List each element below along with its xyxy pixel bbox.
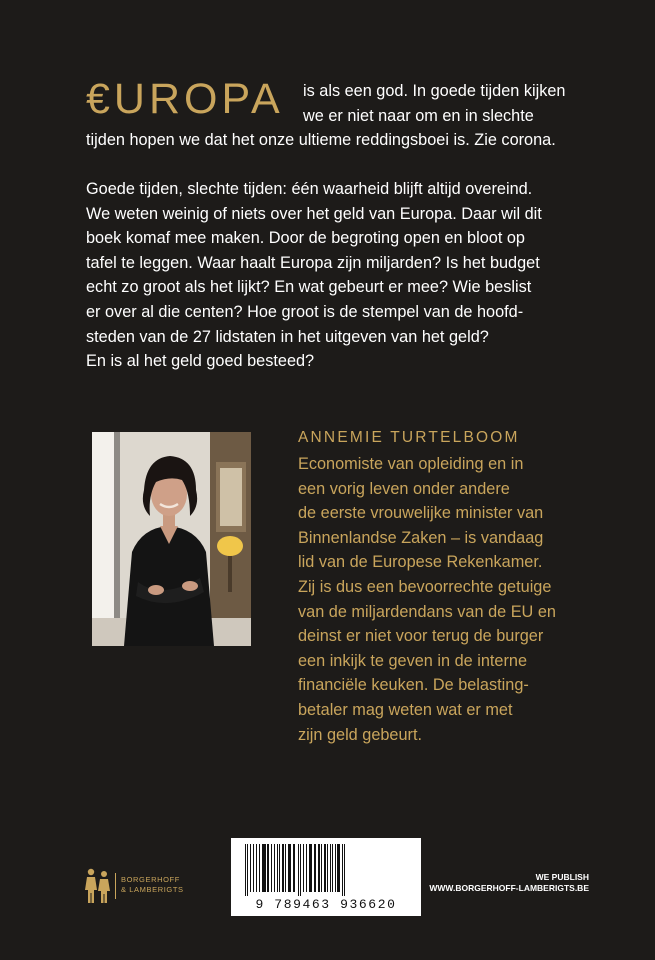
barcode-bar bbox=[327, 844, 328, 892]
barcode-bar bbox=[300, 844, 301, 896]
bio-line: betaler mag weten wat er met bbox=[298, 700, 513, 719]
barcode-bar bbox=[330, 844, 331, 892]
barcode-bar bbox=[277, 844, 278, 892]
publisher-tagline: WE PUBLISH bbox=[535, 872, 589, 882]
bio-line: een inkijk te geven in de interne bbox=[298, 651, 527, 670]
barcode-bar bbox=[247, 844, 248, 896]
barcode-bar bbox=[314, 844, 316, 892]
blurb-line: steden van de 27 lidstaten in het uitgeven van het geld? bbox=[86, 327, 489, 346]
barcode-bar bbox=[303, 844, 304, 892]
intro-text-last-line bbox=[86, 128, 586, 153]
bio-line: Economiste van opleiding en in bbox=[298, 455, 524, 473]
barcode-bar bbox=[274, 844, 275, 892]
barcode-bar bbox=[285, 844, 286, 892]
author-photo bbox=[92, 432, 251, 646]
blurb-line: We weten weinig of niets over het geld van Europa. Daar wil dit bbox=[86, 204, 542, 223]
author-photo-illustration bbox=[92, 432, 251, 646]
barcode-bar bbox=[332, 844, 333, 892]
bio-line: een vorig leven onder andere bbox=[298, 479, 510, 498]
barcode-bar bbox=[321, 844, 322, 892]
bio-line: Zij is dus een bevoorrechte getuige bbox=[298, 577, 552, 596]
barcode-bar bbox=[344, 844, 345, 896]
publisher-url: WWW.BORGERHOFF-LAMBERIGTS.BE bbox=[429, 883, 589, 893]
barcode-bar bbox=[309, 844, 312, 892]
barcode-bar bbox=[271, 844, 272, 892]
barcode-bar bbox=[324, 844, 326, 892]
barcode-bar bbox=[288, 844, 291, 892]
bio-line: de eerste vrouwelijke minister van bbox=[298, 504, 544, 523]
barcode-bar bbox=[342, 844, 343, 896]
barcode-bar bbox=[335, 844, 336, 892]
bio-line: financiële keuken. De belasting- bbox=[298, 676, 529, 695]
intro-line: is als een god. In goede tijden kijken bbox=[303, 82, 566, 100]
barcode-bar bbox=[259, 844, 260, 892]
barcode-bar bbox=[293, 844, 295, 892]
blurb-line: echt zo groot als het lijkt? En wat gebeurt er mee? Wie beslist bbox=[86, 278, 532, 297]
publisher-logo bbox=[78, 866, 198, 906]
blurb-line: boek komaf mee maken. Door de begroting open en bloot op bbox=[86, 229, 525, 248]
blurb-line: tafel te leggen. Waar haalt Europa zijn miljarden? Is het budget bbox=[86, 253, 540, 272]
bio-line: deinst er niet voor terug de burger bbox=[298, 627, 544, 646]
bio-line: lid van de Europese Rekenkamer. bbox=[298, 553, 543, 572]
bio-line: zijn geld gebeurt. bbox=[298, 725, 423, 744]
barcode-bar bbox=[306, 844, 307, 892]
blurb-line: Goede tijden, slechte tijden: één waarheid blijft altijd overeind. bbox=[86, 180, 533, 198]
isbn-barcode bbox=[231, 838, 421, 916]
barcode-bar bbox=[256, 844, 257, 892]
publisher-website-block bbox=[429, 872, 589, 894]
publisher-name-line: & LAMBERIGTS bbox=[121, 885, 184, 894]
blurb-paragraph bbox=[86, 177, 586, 374]
blurb-line: En is al het geld goed besteed? bbox=[86, 352, 315, 371]
barcode-bars bbox=[231, 838, 421, 898]
intro-text-first-lines bbox=[303, 79, 655, 128]
blurb-line: er over al die centen? Hoe groot is de stempel van de hoofd- bbox=[86, 302, 524, 321]
intro-line: we er niet naar om en in slechte bbox=[303, 106, 534, 125]
barcode-bar bbox=[318, 844, 320, 892]
barcode-bar bbox=[337, 844, 340, 892]
barcode-bar bbox=[245, 844, 246, 896]
barcode-bar bbox=[253, 844, 254, 892]
isbn-number: 9 789463 936620 bbox=[255, 897, 397, 912]
intro-line: tijden hopen we dat het onze ultieme reddingsboei is. Zie corona. bbox=[86, 131, 556, 149]
barcode-bar bbox=[267, 844, 269, 892]
author-name: ANNEMIE TURTELBOOM bbox=[298, 429, 520, 446]
barcode-bar bbox=[250, 844, 251, 892]
publisher-name bbox=[121, 875, 184, 895]
barcode-bar bbox=[282, 844, 284, 892]
logo-divider bbox=[115, 873, 116, 899]
barcode-bar bbox=[262, 844, 266, 892]
book-title-europa: €UROPA bbox=[86, 75, 284, 123]
bio-line: Binnenlandse Zaken – is vandaag bbox=[298, 528, 544, 547]
bio-line: van de miljardendans van de EU en bbox=[298, 602, 556, 621]
publisher-figures-icon bbox=[78, 866, 118, 906]
barcode-bar bbox=[279, 844, 280, 892]
author-bio bbox=[298, 452, 556, 747]
publisher-name-line: BORGERHOFF bbox=[121, 875, 180, 884]
barcode-bar bbox=[298, 844, 299, 896]
